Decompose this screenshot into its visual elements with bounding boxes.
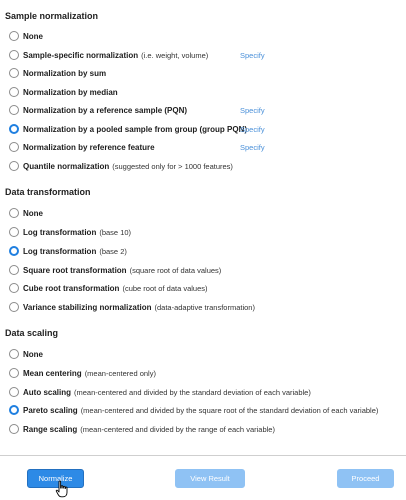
- radio-description: (mean-centered and divided by the range of each variable): [80, 424, 275, 434]
- radio-trans-cuberoot[interactable]: [9, 281, 208, 295]
- radio-description: (i.e. weight, volume): [141, 50, 209, 60]
- radio-scale-pareto[interactable]: [9, 403, 378, 417]
- radio-label: Square root transformation: [23, 265, 127, 275]
- radio-label: Cube root transformation: [23, 283, 120, 293]
- radio-label: Normalization by median: [23, 87, 118, 97]
- radio-circle[interactable]: [9, 265, 19, 275]
- radio-label: Normalization by reference feature: [23, 142, 155, 152]
- radio-circle[interactable]: [9, 302, 19, 312]
- hand-cursor-icon: [55, 480, 69, 498]
- footer-divider: [0, 455, 406, 456]
- radio-trans-log10[interactable]: [9, 225, 131, 239]
- radio-circle[interactable]: [9, 368, 19, 378]
- radio-circle[interactable]: [9, 68, 19, 78]
- radio-circle[interactable]: [9, 87, 19, 97]
- radio-circle[interactable]: [9, 142, 19, 152]
- radio-description: (base 10): [99, 227, 132, 237]
- radio-description: (mean-centered and divided by the standard deviation of each variable): [74, 387, 311, 397]
- radio-description: (cube root of data values): [122, 283, 208, 293]
- radio-label: Log transformation: [23, 227, 97, 237]
- radio-scale-auto[interactable]: [9, 385, 311, 399]
- radio-scale-mean-centering[interactable]: [9, 366, 156, 380]
- radio-circle[interactable]: [9, 105, 19, 115]
- section-title-sample-normalization: Sample normalization: [5, 11, 99, 21]
- radio-norm-sample-specific[interactable]: [9, 48, 208, 62]
- radio-circle-selected[interactable]: [9, 124, 19, 134]
- radio-description: (mean-centered and divided by the square root of the standard deviation of each variable): [80, 405, 379, 415]
- radio-norm-reference-feature[interactable]: [9, 140, 155, 154]
- radio-label: Mean centering: [23, 368, 82, 378]
- radio-description: (mean-centered only): [84, 368, 156, 378]
- radio-label: None: [23, 31, 43, 41]
- specify-link-group-pqn[interactable]: Specify: [240, 125, 265, 134]
- radio-scale-range[interactable]: [9, 422, 275, 436]
- radio-norm-reference-sample[interactable]: [9, 103, 187, 117]
- radio-circle[interactable]: [9, 208, 19, 218]
- radio-label: Normalization by sum: [23, 68, 107, 78]
- radio-circle[interactable]: [9, 161, 19, 171]
- radio-description: (square root of data values): [129, 265, 222, 275]
- specify-link-reference-feature[interactable]: Specify: [240, 143, 265, 152]
- radio-norm-group-pqn[interactable]: [9, 122, 247, 136]
- radio-label: Normalization by a pooled sample from group (group PQN): [23, 124, 248, 134]
- radio-label: Log transformation: [23, 246, 97, 256]
- radio-label: Quantile normalization: [23, 161, 110, 171]
- radio-circle[interactable]: [9, 387, 19, 397]
- radio-label: Range scaling: [23, 424, 78, 434]
- radio-label: Normalization by a reference sample (PQN): [23, 105, 188, 115]
- radio-norm-none[interactable]: [9, 29, 43, 43]
- radio-circle[interactable]: [9, 227, 19, 237]
- normalize-button[interactable]: Normalize: [27, 469, 84, 488]
- radio-circle-selected[interactable]: [9, 405, 19, 415]
- radio-norm-quantile[interactable]: [9, 159, 233, 173]
- section-title-data-scaling: Data scaling: [5, 328, 59, 338]
- radio-scale-none[interactable]: [9, 347, 43, 361]
- radio-norm-median[interactable]: [9, 85, 118, 99]
- radio-circle[interactable]: [9, 424, 19, 434]
- radio-label: Sample-specific normalization: [23, 50, 139, 60]
- radio-description: (base 2): [99, 246, 127, 256]
- radio-label: Auto scaling: [23, 387, 72, 397]
- radio-label: None: [23, 208, 43, 218]
- radio-label: None: [23, 349, 43, 359]
- radio-description: (data-adaptive transformation): [154, 302, 255, 312]
- view-result-button[interactable]: View Result: [175, 469, 245, 488]
- radio-norm-sum[interactable]: [9, 66, 106, 80]
- radio-circle-selected[interactable]: [9, 246, 19, 256]
- section-title-data-transformation: Data transformation: [5, 187, 91, 197]
- radio-trans-log2[interactable]: [9, 244, 127, 258]
- radio-label: Variance stabilizing normalization: [23, 302, 152, 312]
- radio-circle[interactable]: [9, 31, 19, 41]
- radio-description: (suggested only for > 1000 features): [112, 161, 233, 171]
- radio-trans-sqrt[interactable]: [9, 263, 221, 277]
- radio-trans-vsn[interactable]: [9, 300, 255, 314]
- radio-trans-none[interactable]: [9, 206, 43, 220]
- specify-link-reference-sample[interactable]: Specify: [240, 106, 265, 115]
- proceed-button[interactable]: Proceed: [337, 469, 394, 488]
- radio-label: Pareto scaling: [23, 405, 78, 415]
- radio-circle[interactable]: [9, 283, 19, 293]
- radio-circle[interactable]: [9, 349, 19, 359]
- radio-circle[interactable]: [9, 50, 19, 60]
- specify-link-sample-specific[interactable]: Specify: [240, 51, 265, 60]
